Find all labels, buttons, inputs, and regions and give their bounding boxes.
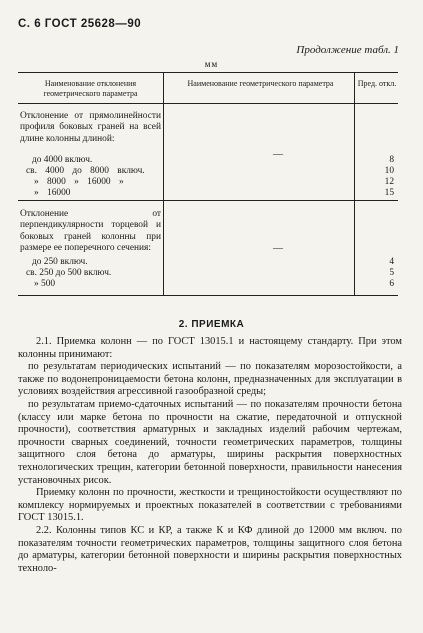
table-row-value: 10 (384, 166, 394, 176)
table-header-divider (18, 103, 398, 104)
table-row-value: 6 (389, 279, 394, 289)
table-column-divider (354, 73, 355, 295)
paragraph: по результатам приемо-сдаточных испытаний — по показателям прочности бетона (классу или марке бетона по прочности на сжатие, передаточной и отпускной прочности), соответствия арматурных и закладных изделий рабочим чертежам, прочности сварных соединений, точности геометрических параметров, толщины защитного слоя бетона до арматуры, ширины раскрытия поверхностных технологических трещин, категории бетонной поверхности, правильности нанесения установочных рисок. (18, 398, 402, 486)
table-row-value: 8 (389, 155, 394, 165)
paragraph: Приемку колонн по прочности, жесткости и трещиностойкости осуществляют по комплексу нормируемых и проектных показателей в соответствии с требованиями ГОСТ 13015.1. (18, 487, 402, 524)
table-row-value: 5 (389, 268, 394, 278)
table-continuation-label: Продолжение табл. 1 (296, 44, 399, 56)
column-header-parameter: Наименование геометрического параметра (187, 79, 334, 88)
table-row-label: до 250 включ. (32, 257, 88, 267)
paragraph: по результатам периодических испытаний — по показателям морозостойкости, а также по водонепроницаемости бетона колонн, предназначенных для эксплуатации в условиях воздействия агрессивной газообразной среды; (18, 361, 402, 398)
table-row-label: до 4000 включ. (32, 155, 93, 165)
group-title-perpendicularity: Отклонение от перпендикулярности торцевой и боковых граней колонны при размере ее поперечного сечения: (20, 209, 161, 253)
parameter-dash: — (273, 243, 283, 254)
page-header: С. 6 ГОСТ 25628—90 (18, 18, 142, 30)
body-text (18, 336, 402, 575)
paragraph: 2.2. Колонны типов КС и КР, а также К и КФ длиной до 12000 мм включ. по показателям точности геометрических параметров, толщины защитного слоя бетона до арматуры, категории бетонной поверхности и ширины раскрытия поверхностных техноло- (18, 524, 402, 574)
tolerance-table (18, 72, 398, 296)
table-row-label: » 16000 (34, 188, 71, 198)
parameter-dash: — (273, 149, 283, 160)
table-row-label: » 8000 » 16000 » (34, 177, 124, 187)
table-unit-label: мм (204, 59, 219, 69)
group-title-straightness: Отклонение от прямолинейности профиля боковых граней на всей длине колонны длиной: (20, 111, 161, 144)
table-row-value: 4 (389, 257, 394, 267)
table-row-divider (18, 200, 398, 201)
column-header-tolerance: Пред. откл. (357, 79, 397, 88)
section-heading: 2. ПРИЕМКА (178, 319, 245, 330)
table-column-divider (163, 73, 164, 295)
table-row-label: » 500 (34, 279, 56, 289)
table-row-label: св. 4000 до 8000 включ. (26, 166, 145, 176)
table-row-label: св. 250 до 500 включ. (26, 268, 112, 278)
column-header-deviation: Наименование отклонения геометрического параметра (43, 79, 138, 98)
table-row-value: 12 (384, 177, 394, 187)
paragraph: 2.1. Приемка колонн — по ГОСТ 13015.1 и настоящему стандарту. При этом колонны принимают: (18, 336, 402, 360)
table-row-value: 15 (384, 188, 394, 198)
